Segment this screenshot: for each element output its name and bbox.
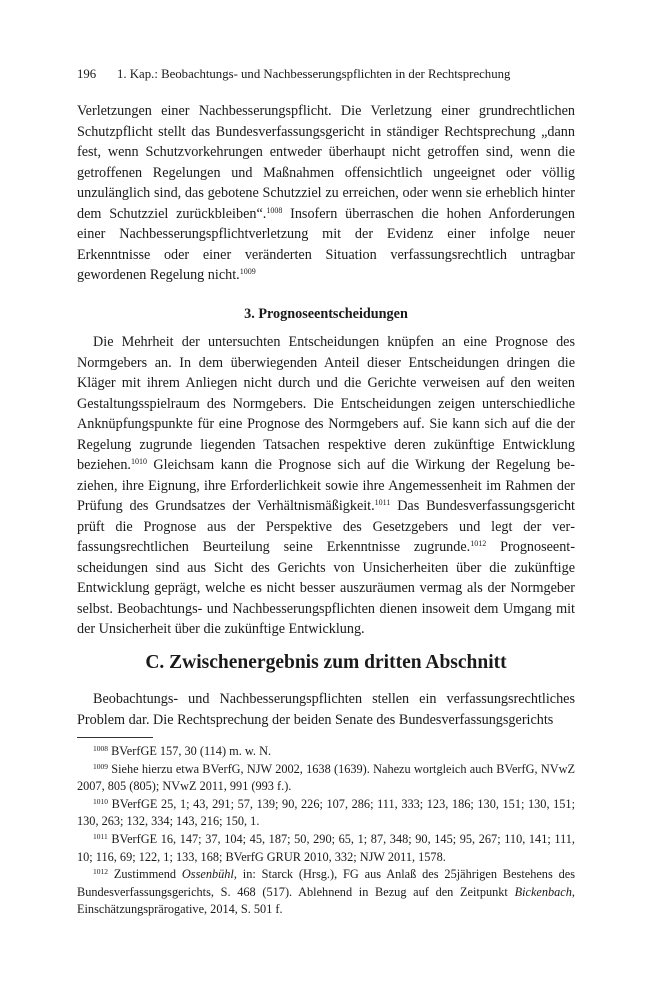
footnote-ref: 1011 (374, 498, 391, 507)
text-run: Prognoseentscheidungen sind aus Sicht des Gerichts von Unsicherheiten über die zukünftige Entwicklung geprägt, welche es nicht besser auszuräumen vermag als der Normgeber selbst. Beobachtungs- und Nachbesserungspflichten dienen insoweit dem Umgang mit der Unsicherheit über die zukünftige Entwicklung. (77, 539, 575, 637)
footnote-number: 1011 (93, 831, 108, 841)
chapter-heading-zwischenergebnis: C. Zwischenergebnis zum dritten Abschnitt (145, 652, 507, 673)
running-header (77, 66, 575, 82)
footnote-text: BVerfGE 157, 30 (114) m. w. N. (108, 744, 272, 758)
footnote-number: 1008 (93, 744, 108, 753)
footnote-1009 (77, 761, 575, 796)
footnote-text: Siehe hierzu etwa BVerfG, NJW 2002, 1638 (1639). Nahezu wortgleich auch BVerfG, NVwZ 2007, 805 (805); NVwZ 2011, 991 (993 f.). (77, 761, 575, 794)
footnote-ref: 1012 (470, 539, 487, 548)
text-run: Insofern überraschen die hohen Anforderungen einer Nachbesserungspflichtverletzung mit der Evidenz einer infolge neuer Erkenntnisse oder einer veränderten Situation verfassungsrechtlich untragbar gewordenen Regelung nicht. (77, 205, 575, 283)
author-name: Bickenbach (514, 884, 572, 899)
page-number: 196 (77, 67, 97, 81)
running-title: 1. Kap.: Beobachtungs- und Nachbesserungspflichten in der Rechtsprechung (117, 67, 511, 81)
footnote-ref: 1008 (266, 205, 283, 215)
author-name: Ossenbühl (181, 867, 234, 882)
footnote-1008 (77, 743, 575, 761)
text-run: Das Bundesverfassungsgericht prüft die Prognose aus der Perspektive des Gesetzgebers und legt der verfassungsrechtlichen Beurteilung seine Erkenntnisse zugrunde. (77, 498, 575, 555)
footnote-number: 1009 (93, 761, 108, 771)
footnote-1010 (77, 796, 575, 831)
footnote-number: 1012 (93, 867, 108, 877)
section-heading-prognose: 3. Prognoseentscheidungen (244, 306, 408, 322)
paragraph-zwischenergebnis: Beobachtungs- und Nachbesserungspflichten stellen ein verfassungsrechtliches Problem dar. Die Rechtsprechung der beiden Senate des Bundesverfassungsgerichts (77, 691, 575, 728)
footnote-ref: 1009 (239, 267, 256, 276)
text-run: Verletzungen einer Nachbesserungspflicht. Die Verletzung einer grundrechtlichen Schutzpflicht stellt das Bundesverfassungsgericht in ständiger Rechtsprechung „dann fest, wenn Schutzvorkehrungen entweder überhaupt nicht getroffen sind, wenn die getroffenen Regelungen und Maßnahmen offensichtlich ungeeignet oder völlig unzulänglich sind, das gebotene Schutzziel zu erreichen, oder wenn sie erheblich hinter dem Schutzziel zurückbleiben“. (77, 103, 575, 222)
text-run: Gleichsam kann die Prognose sich auf die Wirkung der Regelung beziehen, ihre Eignung, ihre Erforderlichkeit sowie ihre Angemessenheit im Rahmen der Prüfung des Grundsatzes der Verhältnismäßigkeit. (77, 457, 575, 514)
footnote-1012 (77, 866, 575, 919)
footnote-text: , Einschätzungsprärogative, 2014, S. 501 f. (77, 884, 575, 917)
paragraph-prognose (77, 332, 575, 640)
footnote-divider (77, 737, 153, 738)
footnote-number: 1010 (93, 796, 108, 806)
footnotes (77, 743, 575, 919)
footnote-text: BVerfGE 16, 147; 37, 104; 45, 187; 50, 290; 65, 1; 87, 348; 90, 145; 95, 267; 110, 141; 111, 10; 116, 69; 122, 1; 133, 168; BVerfG GRUR 2010, 332; NJW 2011, 1578. (77, 831, 575, 864)
footnote-text: BVerfGE 25, 1; 43, 291; 57, 139; 90, 226; 107, 286; 111, 333; 123, 186; 130, 151; 130, 151; 130, 263; 132, 334; 143, 216; 150, 1. (77, 796, 575, 829)
footnote-ref: 1010 (130, 457, 147, 466)
footnote-text: Zustimmend (108, 867, 182, 882)
paragraph-continuation (77, 101, 575, 286)
footnote-1011 (77, 831, 575, 866)
footnote-text: , in: Starck (Hrsg.), FG aus Anlaß des 25jährigen Bestehens des Bundesverfassungsgerichts, S. 468 (517). Ablehnend in Bezug auf den Zeitpunkt (77, 867, 575, 899)
text-run: Die Mehrheit der untersuchten Entscheidungen knüpfen an eine Prognose des Normgebers an. In dem überwiegenden Anteil dieser Entscheidungen dringen die Kläger mit ihrem Anliegen nicht durch und die Gerichte verweisen auf den weiten Gestaltungsspielraum des Normgebers. Die Entscheidungen zeigen unterschiedliche Anknüpfungspunkte für eine Prognose des Normgebers auf. Sie kann sich auf die der Regelung zugrunde liegenden Tatsachen respektive deren zukünftige Entwicklung beziehen. (77, 334, 575, 473)
